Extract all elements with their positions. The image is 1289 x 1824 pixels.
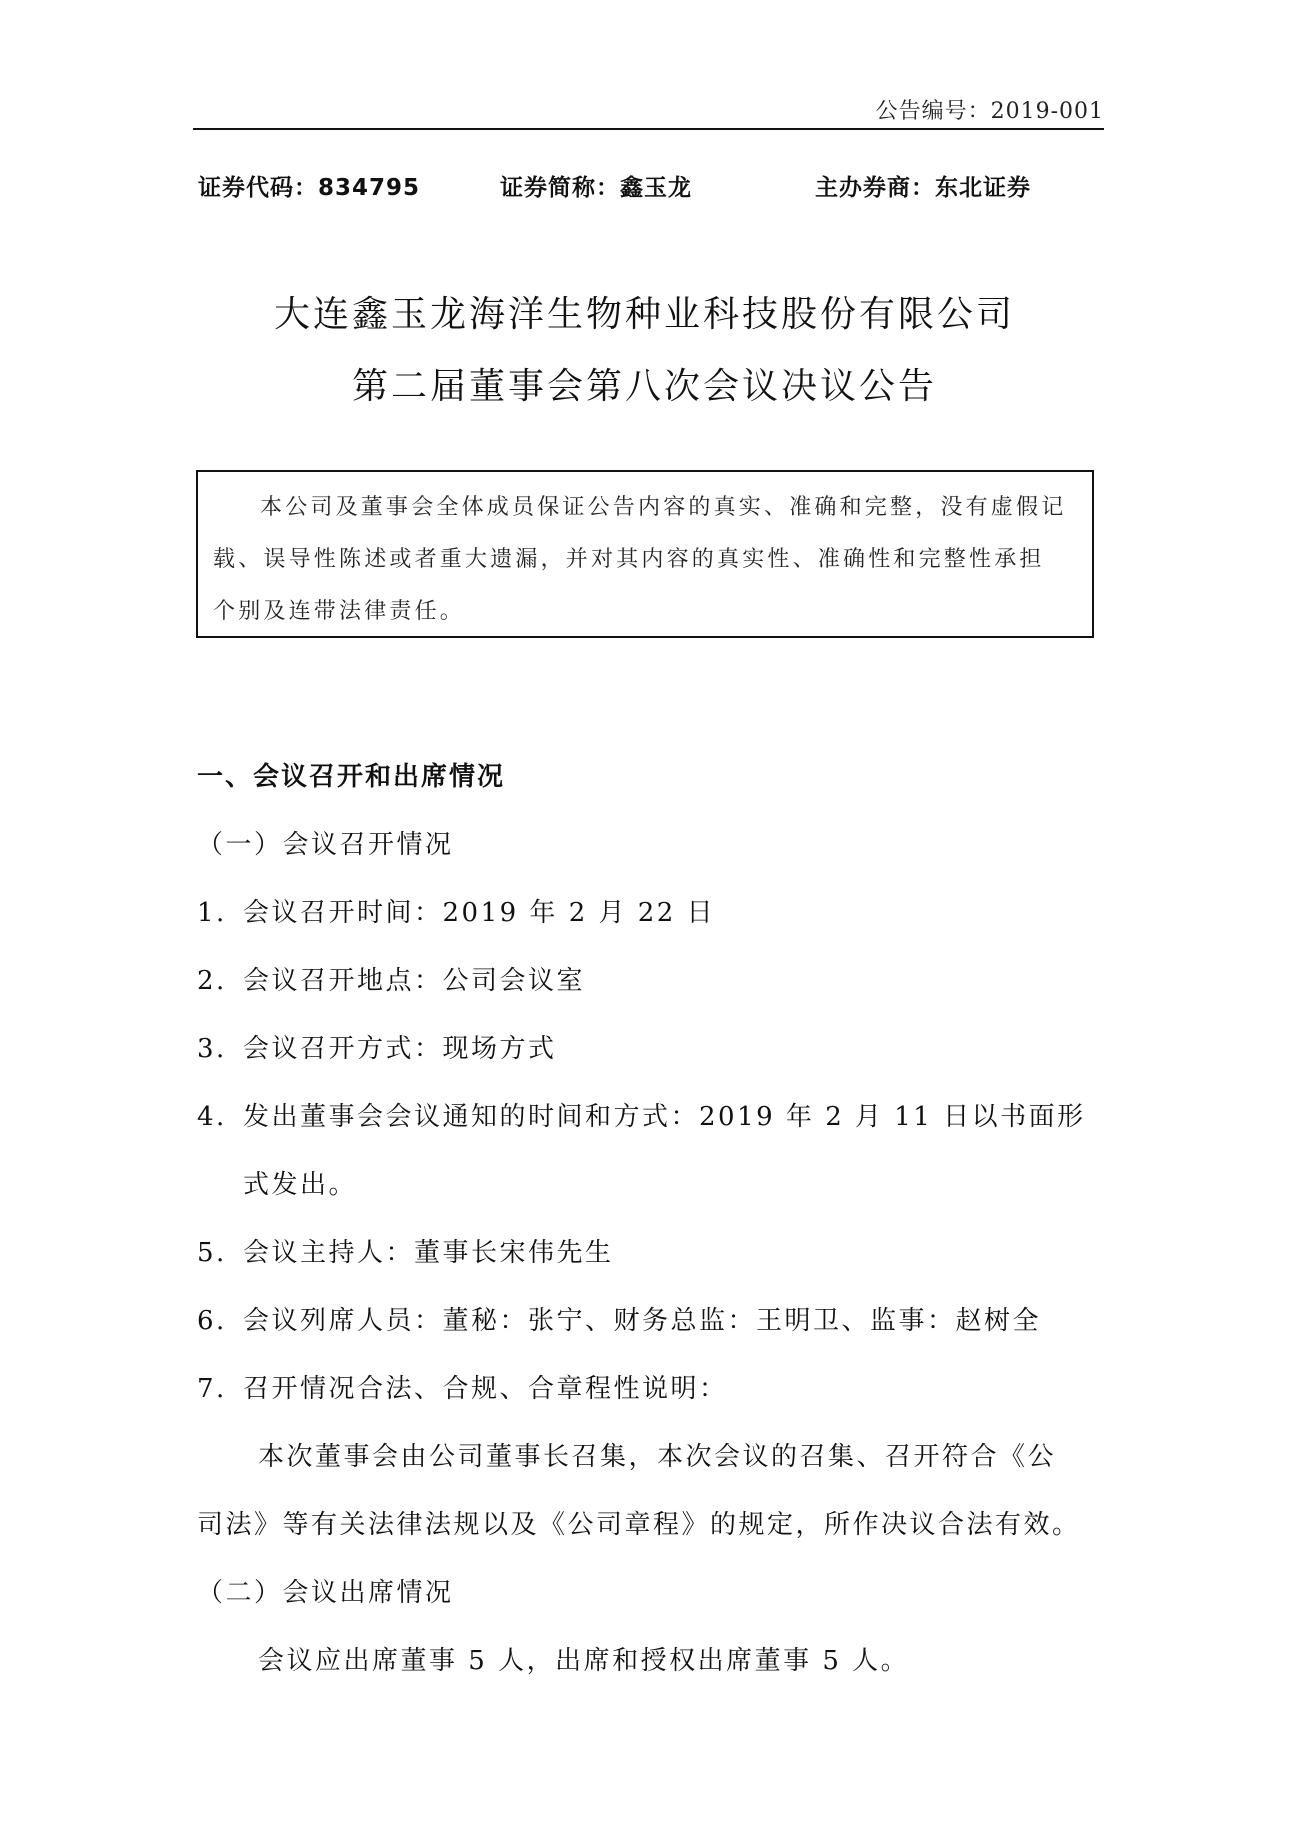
sponsor-broker: 主办券商：东北证券 [815,175,1031,201]
list-item [197,1028,557,1065]
document-title-notice: 第二届董事会第八次会议决议公告 [351,366,937,407]
list-item [197,1368,728,1405]
list-item-text: 召开情况合法、合规、合章程性说明： [243,1374,728,1404]
security-code: 证券代码：834795 [198,175,421,201]
list-item-text: 会议主持人：董事长宋伟先生 [243,1238,614,1268]
legality-paragraph-line: 本次董事会由公司董事长召集，本次会议的召集、召开符合《公 [258,1442,1057,1472]
list-item-number: 6. [197,1306,227,1336]
disclaimer-line: 本公司及董事会全体成员保证公告内容的真实、准确和完整，没有虚假记 [260,495,1067,520]
subsection-heading: （一）会议召开情况 [197,830,454,860]
announcement-number: 公告编号：2019-001 [875,99,1104,124]
list-item-number: 3. [197,1034,227,1064]
disclaimer-line: 载、误导性陈述或者重大遗漏，并对其内容的真实性、准确性和完整性承担 [213,547,1045,572]
security-abbreviation: 证券简称：鑫玉龙 [500,175,692,201]
subsection-heading: （二）会议出席情况 [197,1578,454,1608]
list-item-number: 5. [197,1238,227,1268]
list-item-text: 发出董事会会议通知的时间和方式：2019 年 2 月 11 日以书面形 [243,1102,1086,1132]
list-item [197,960,585,997]
section-heading: 一、会议召开和出席情况 [197,762,506,792]
disclaimer-line: 个别及连带法律责任。 [213,599,466,624]
list-item-continuation [197,1164,357,1201]
list-item-number: 2. [197,966,227,996]
attendance-paragraph: 会议应出席董事 5 人，出席和授权出席董事 5 人。 [258,1646,910,1676]
list-item-number: 7. [197,1374,227,1404]
list-item-number: 1. [197,898,227,928]
legality-paragraph-line: 司法》等有关法律法规以及《公司章程》的规定，所作决议合法有效。 [197,1510,1081,1540]
list-item-number: 4. [197,1102,227,1132]
header-rule [193,128,1104,130]
list-item [197,1300,1041,1337]
list-item [197,1096,1086,1133]
list-item-text: 会议列席人员：董秘：张宁、财务总监：王明卫、监事：赵树全 [243,1306,1042,1336]
list-item [197,892,715,929]
list-item-text: 会议召开方式：现场方式 [243,1034,557,1064]
list-item-text: 式发出。 [243,1170,358,1200]
document-title-company: 大连鑫玉龙海洋生物种业科技股份有限公司 [273,294,1015,335]
list-item-text: 会议召开时间：2019 年 2 月 22 日 [243,898,716,928]
list-item [197,1232,614,1269]
list-item-text: 会议召开地点：公司会议室 [243,966,586,996]
